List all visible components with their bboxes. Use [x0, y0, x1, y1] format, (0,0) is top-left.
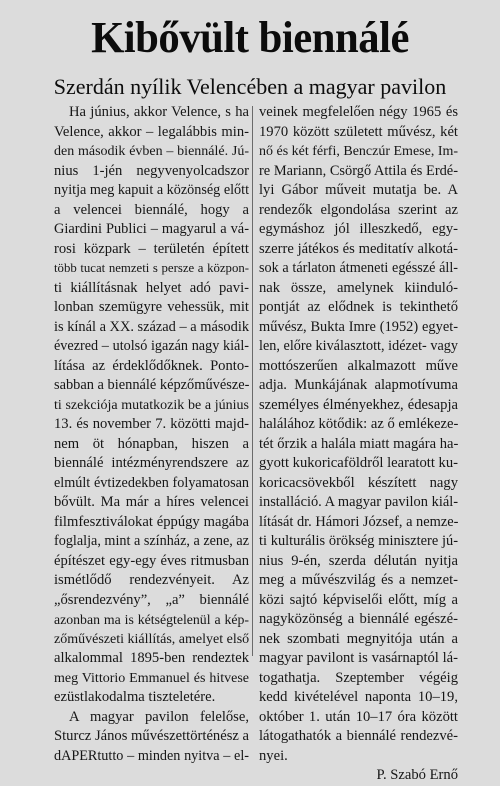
article-line: azonban ma is kétségtelenül a kép- [54, 612, 249, 627]
article-line: lyi Gábor műveit mutatja be. A [259, 182, 458, 198]
article-line: 1970 között született művész, két [259, 123, 458, 140]
article-line: 13. és november 7. közötti majd- [54, 416, 249, 432]
article-line: biennálé intézményrendszere az [54, 455, 249, 471]
article-line: zőművészeti kiállítás, amelyet első [54, 631, 250, 647]
article-line: évezred – utolsó igazán nagy kiál- [54, 338, 249, 354]
article-line: dAPERtutto – minden nyitva – el- [54, 747, 249, 764]
article-line: ti kiállításnak helyet adó pavi- [54, 279, 249, 296]
article-line: sok a tárlaton átmeneti egésszé áll- [259, 260, 458, 276]
article-line: „ősrendezvény”, „a” biennálé [54, 591, 249, 608]
article-line: foglalja, mint a színház, a zene, az [54, 533, 249, 549]
article-line: gyott kukoricaföldről learatott ku- [259, 455, 458, 471]
article-line: Sturcz János művészettörténész a [54, 728, 249, 744]
article-line: a velencei biennálé, hogy a [54, 201, 249, 218]
article-line: lonban szemügyre vehessük, mit [54, 299, 249, 315]
article-line: Ha június, akkor Velence, s ha [69, 104, 249, 120]
article-line: nyei. [259, 747, 288, 764]
article-line: személyes élményekhez, édesapja [259, 396, 458, 413]
article-line: sabban a biennálé képzőművésze- [54, 377, 250, 393]
article-line: pontját az elődnek is tekinthető [259, 299, 458, 315]
article-line: alkalommal 1895-ben rendeztek [54, 650, 249, 666]
article-byline: P. Szabó Ernő [376, 767, 458, 783]
article-line: nagyközönség a biennálé egészé- [259, 611, 458, 627]
article-line: rosi közpark – területén épített [54, 240, 249, 257]
article-line: közi sajtó képviselői előtt, míg a [259, 591, 458, 608]
article-line: togathatja. Szeptember végéig [259, 669, 458, 686]
article-line: szerre játékos és meditatív alkotá- [259, 240, 458, 257]
article-line: építészet egy-egy éves ritmusban [54, 552, 249, 569]
article-line: elmúlt évtizedekben folyamatosan [54, 474, 249, 491]
article-line: Giardini Publici – magyarul a vá- [54, 221, 249, 237]
article-line: október 1. után 10–17 óra között [259, 708, 458, 725]
article-line: A magyar pavilon felelőse, [69, 708, 249, 725]
article-line: magyar pavilont is vasárnaptól lá- [259, 650, 458, 666]
article-line: adja. Munkájának alapmotívuma [259, 377, 458, 393]
article-line: művész, Bukta Imre (1952) egyet- [259, 318, 458, 335]
article-line: nő és két férfi, Benczúr Emese, Im- [259, 144, 459, 159]
article-line: kedd kivételével naponta 10–19, [259, 689, 458, 705]
article-line: ti szekciója mutatkozik be a június [54, 397, 249, 413]
article-line: lítását dr. Hámori József, a nemze- [259, 513, 459, 530]
article-line: tét őrzik a halála miatt magára ha- [259, 435, 459, 452]
article-line: re Mariann, Csörgő Attila és Erdé- [259, 162, 458, 179]
article-title: Kibővült biennálé [91, 13, 409, 62]
article-line: meg Vittorio Emmanuel és hitvese [54, 670, 249, 686]
article-column-left [54, 103, 249, 766]
article-line: rendezők elgondolása szerint az [259, 201, 458, 218]
column-divider [252, 106, 253, 656]
article-line: bővült. Ma már a híres velencei [54, 494, 249, 510]
article-line: ismétlődő rendezvényeit. Az [54, 572, 249, 588]
article-column-right [259, 103, 458, 786]
article-line: ti kulturális örökség minisztere jú- [259, 533, 458, 549]
article-line: nyitja meg kapuit a közönség előtt [54, 182, 250, 198]
article-line: ezüstlakodalma tiszteletére. [54, 689, 216, 705]
article-line: den második évben – biennálé. Jú- [54, 144, 249, 159]
article-line: filmfesztiválokat éppúgy magába [54, 513, 249, 530]
article-line: látogathatók a biennálé rendezvé- [259, 728, 458, 744]
article-line: halálához kötődik: az ő emlékeze- [259, 416, 459, 432]
article-line: installáció. A magyar pavilon kiál- [259, 494, 458, 510]
article-line: len, előre kiválasztott, idézet- vagy [259, 338, 458, 354]
article-line: Velence, akkor – legalábbis min- [54, 123, 249, 140]
article-subtitle: Szerdán nyílik Velencében a magyar pavilon [53, 74, 447, 99]
article-line: is kínál a XX. század – a második [54, 318, 250, 335]
article-line: nius 9-én, szerda délután nyitja [259, 552, 458, 569]
article-line: koricacsövekből készített nagy [259, 474, 458, 491]
article-line: meg a művészvilág és a nemzet- [259, 572, 458, 588]
article-line: lítása az érdeklődőknek. Ponto- [54, 357, 249, 374]
article-line: nius 1-jén negyvenyolcadszor [54, 162, 249, 179]
article-line: nem öt hónapban, hiszen a [54, 435, 249, 452]
article-line: mottószerűen alkalmazott műve [259, 357, 458, 374]
article-line: veinek megfelelően négy 1965 és [259, 104, 458, 120]
article-line: nek szombati megnyitója után a [259, 630, 458, 647]
article-line: egymáshoz jól illeszkedő, egy- [259, 221, 458, 237]
article-line: nak össze, amelynek kiinduló- [259, 279, 458, 296]
article-line: több tucat nemzeti s persze a közpon- [54, 261, 249, 275]
